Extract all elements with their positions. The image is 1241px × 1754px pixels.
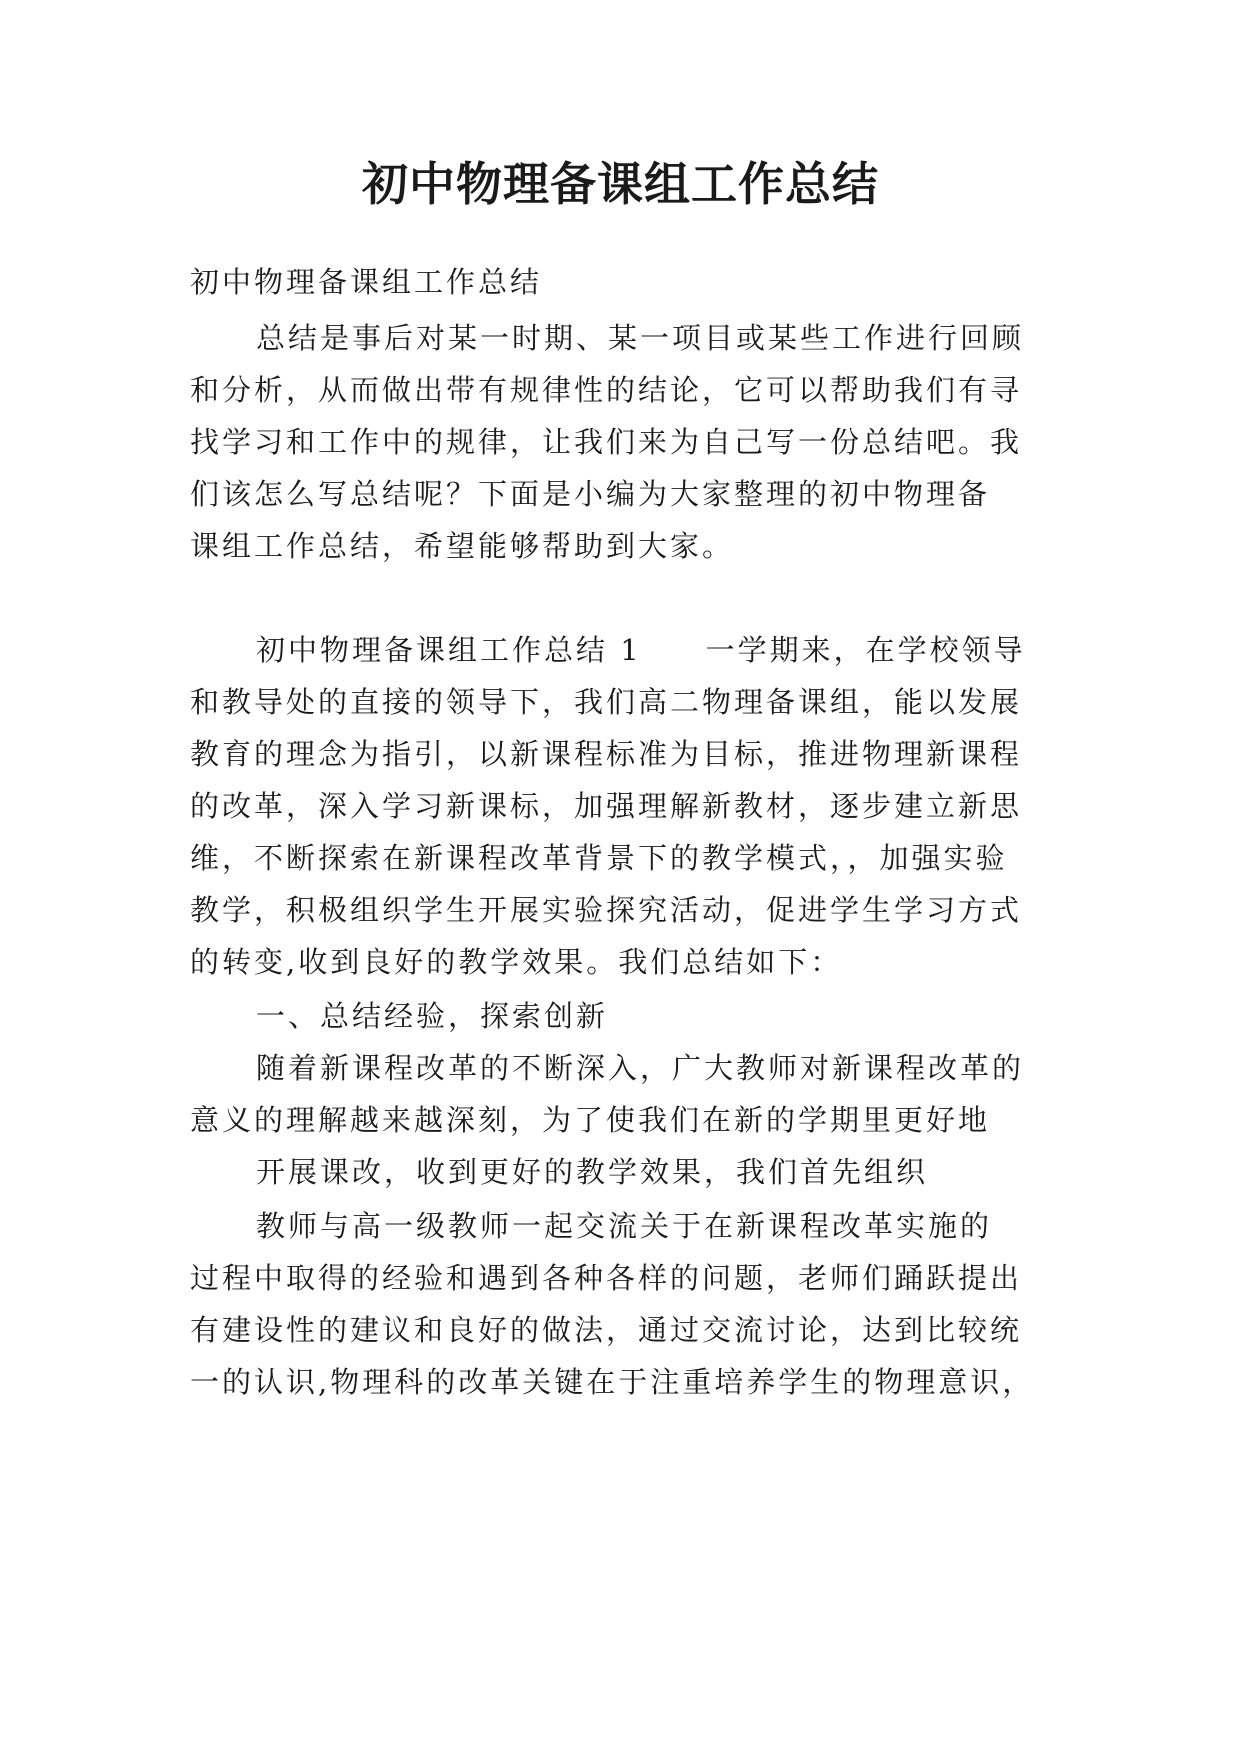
para-2-line-2: 意义的理解越来越深刻，为了使我们在新的学期里更好地 (190, 1103, 991, 1137)
intro-line-5: 课组工作总结，希望能够帮助到大家。 (190, 529, 735, 563)
section-1-line-1: 初中物理备课组工作总结 1 一学期来，在学校领导 (256, 633, 1026, 667)
intro-line-2: 和分析，从而做出带有规律性的结论，它可以帮助我们有寻 (190, 373, 1023, 407)
intro-line-3: 找学习和工作中的规律，让我们来为自己写一份总结吧。我 (190, 425, 1023, 459)
section-1-line-2: 和教导处的直接的领导下，我们高二物理备课组，能以发展 (190, 685, 1023, 719)
intro-line-1: 总结是事后对某一时期、某一项目或某些工作进行回顾 (256, 321, 1025, 355)
section-1-line-6: 教学，积极组织学生开展实验探究活动，促进学生学习方式 (190, 893, 1023, 927)
document-title: 初中物理备课组工作总结 (362, 157, 879, 211)
para-2-line-1: 随着新课程改革的不断深入，广大教师对新课程改革的 (256, 1051, 1025, 1085)
section-1-line-5: 维，不断探索在新课程改革背景下的教学模式，，加强实验 (190, 841, 1008, 875)
para-3-line-1: 教师与高一级教师一起交流关于在新课程改革实施的 (256, 1209, 993, 1243)
para-3-line-2: 过程中取得的经验和遇到各种各样的问题，老师们踊跃提出 (190, 1261, 1023, 1295)
intro-line-4: 们该怎么写总结呢？下面是小编为大家整理的初中物理备 (190, 477, 991, 511)
section-1-line-7: 的转变,收到良好的教学效果。我们总结如下： (190, 945, 843, 979)
section-1-line-3: 教育的理念为指引，以新课程标准为目标，推进物理新课程 (190, 737, 1023, 771)
heading-1: 一、总结经验，探索创新 (256, 999, 609, 1033)
para-3-line-3: 有建设性的建议和良好的做法，通过交流讨论，达到比较统 (190, 1313, 1023, 1347)
section-1-line-4: 的改革，深入学习新课标，加强理解新教材，逐步建立新思 (190, 789, 1023, 823)
para-2-line-3: 开展课改，收到更好的教学效果，我们首先组织 (256, 1155, 929, 1189)
subtitle-line: 初中物理备课组工作总结 (190, 265, 543, 299)
para-3-line-4: 一的认识,物理科的改革关键在于注重培养学生的物理意识， (190, 1365, 1035, 1399)
